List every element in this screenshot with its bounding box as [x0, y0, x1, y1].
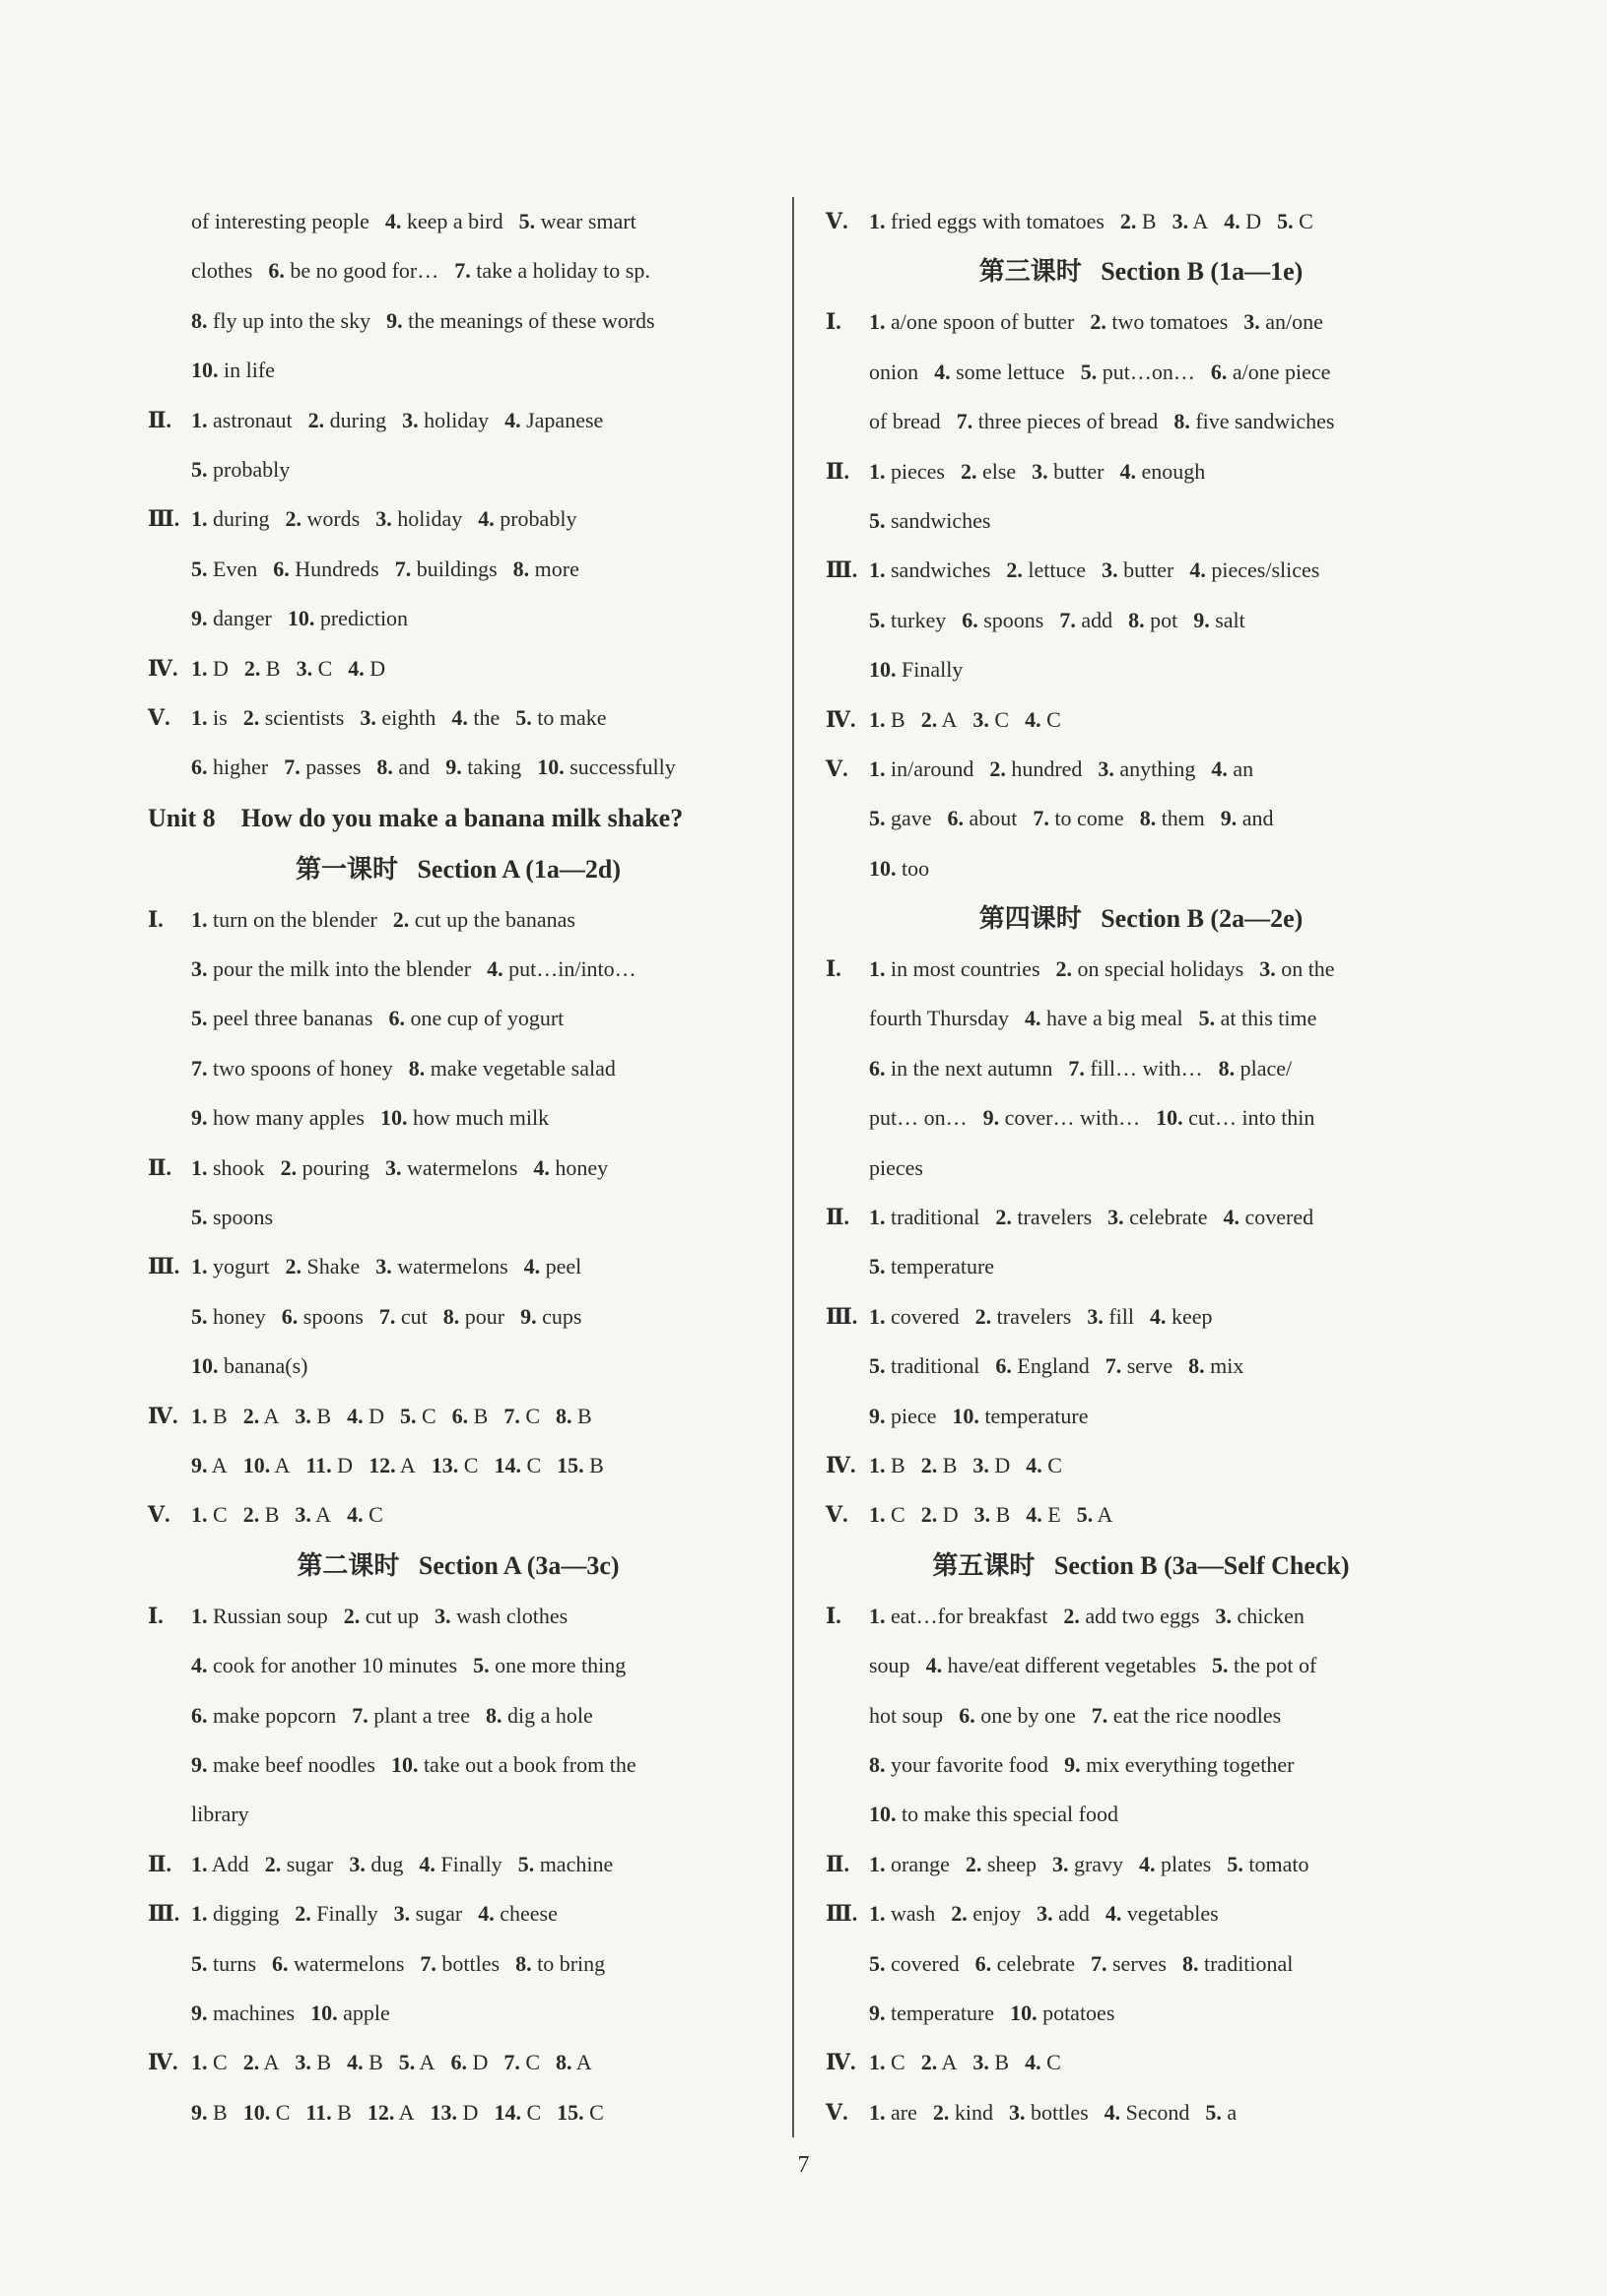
answer-text: clothes 6. be no good for… 7. take a holiday to sp. — [191, 258, 650, 284]
answer-line — [148, 1840, 769, 1889]
answer-line — [148, 346, 769, 395]
answer-text: 5. Even 6. Hundreds 7. buildings 8. more — [191, 556, 579, 581]
answer-text: 9. machines 10. apple — [191, 2000, 390, 2025]
exercise-number: Ⅴ. — [826, 1502, 848, 1528]
answer-line — [148, 494, 769, 544]
answer-text: 1. D 2. B 3. C 4. D — [191, 655, 386, 681]
answer-text: 1. a/one spoon of butter 2. two tomatoes 3. an/one — [869, 309, 1323, 335]
exercise-number: Ⅱ. — [826, 458, 850, 484]
answer-text: 5. sandwiches — [869, 507, 991, 533]
answer-line — [826, 348, 1456, 397]
answer-text: 1. Russian soup 2. cut up 3. wash clothes — [191, 1603, 569, 1628]
section-heading: 第二课时 Section A (3a—3c) — [297, 1550, 620, 1580]
answer-text: 9. how many apples 10. how much milk — [191, 1105, 550, 1131]
answer-text: 1. C 2. B 3. A 4. C — [191, 1502, 383, 1528]
exercise-number: Ⅱ. — [148, 407, 172, 432]
answer-text: 1. wash 2. enjoy 3. add 4. vegetables — [869, 1901, 1219, 1927]
answer-text: 4. cook for another 10 minutes 5. one more thing — [191, 1653, 627, 1678]
answer-text: 9. B 10. C 11. B 12. A 13. D 14. C 15. C — [191, 2099, 604, 2125]
answer-line — [148, 445, 769, 494]
answer-text: fourth Thursday 4. have a big meal 5. at this time — [869, 1006, 1317, 1031]
answer-line — [826, 2088, 1456, 2137]
exercise-number: Ⅳ. — [148, 655, 178, 681]
exercise-number: Ⅱ. — [148, 1154, 172, 1180]
answer-line — [148, 1889, 769, 1938]
answer-line — [826, 1490, 1456, 1540]
answer-line — [148, 895, 769, 945]
answer-line — [148, 2038, 769, 2087]
answer-line — [148, 945, 769, 994]
page-number: 7 — [797, 2152, 810, 2178]
answer-text: 5. probably — [191, 456, 291, 482]
answer-line — [148, 1342, 769, 1391]
answer-text: 1. C 2. D 3. B 4. E 5. A — [869, 1502, 1113, 1528]
answer-text: 5. honey 6. spoons 7. cut 8. pour 9. cups — [191, 1303, 582, 1329]
answer-text: 1. eat…for breakfast 2. add two eggs 3. chicken — [869, 1603, 1305, 1628]
answer-line — [148, 396, 769, 445]
column-divider — [792, 197, 794, 2137]
answer-line — [826, 596, 1456, 645]
answer-text: 1. B 2. A 3. C 4. C — [869, 706, 1061, 732]
unit-heading: Unit 8 How do you make a banana milk shake? — [148, 803, 684, 832]
answer-line — [148, 1989, 769, 2038]
answer-text: 10. to make this special food — [869, 1802, 1118, 1827]
answer-line — [148, 197, 769, 246]
exercise-number: Ⅲ. — [148, 1254, 180, 1279]
answer-text: 1. covered 2. travelers 3. fill 4. keep — [869, 1303, 1213, 1329]
answer-text: 10. banana(s) — [191, 1353, 308, 1379]
answer-text: 10. in life — [191, 358, 275, 383]
answer-line — [148, 1093, 769, 1143]
exercise-number: Ⅳ. — [148, 2050, 178, 2075]
answer-text: 1. B 2. B 3. D 4. C — [869, 1452, 1062, 1477]
answer-line — [148, 644, 769, 693]
answer-line — [826, 695, 1456, 745]
answer-text: 1. turn on the blender 2. cut up the bananas — [191, 906, 575, 932]
answer-text: 9. A 10. A 11. D 12. A 13. C 14. C 15. B — [191, 1452, 604, 1477]
answer-text: 5. peel three bananas 6. one cup of yogurt — [191, 1006, 565, 1031]
answer-text: 5. spoons — [191, 1205, 274, 1230]
answer-line — [826, 1840, 1456, 1889]
answer-text: 8. fly up into the sky 9. the meanings of these words — [191, 307, 655, 333]
answer-text: 7. two spoons of honey 8. make vegetable salad — [191, 1055, 616, 1081]
answer-line — [148, 1939, 769, 1989]
exercise-number: Ⅰ. — [826, 1603, 841, 1628]
answer-line — [148, 545, 769, 594]
answer-line — [148, 1691, 769, 1740]
exercise-number: Ⅰ. — [826, 309, 841, 335]
answer-text: 1. is 2. scientists 3. eighth 4. the 5. to make — [191, 704, 607, 730]
answer-text: 5. temperature — [869, 1254, 995, 1279]
answer-line — [826, 794, 1456, 843]
answer-text: 10. Finally — [869, 657, 964, 683]
answer-line — [826, 297, 1456, 347]
answer-line — [826, 1044, 1456, 1093]
exercise-number: Ⅱ. — [826, 1851, 850, 1876]
answer-text: 5. traditional 6. England 7. serve 8. mix — [869, 1353, 1244, 1379]
answer-text: 1. pieces 2. else 3. butter 4. enough — [869, 458, 1206, 484]
answer-text: of interesting people 4. keep a bird 5. wear smart — [191, 209, 636, 233]
answer-line — [148, 2088, 769, 2137]
answer-line — [826, 844, 1456, 893]
answer-text: 1. in/around 2. hundred 3. anything 4. an — [869, 755, 1254, 781]
answer-text: pieces — [869, 1154, 923, 1180]
answer-text: 9. piece 10. temperature — [869, 1403, 1089, 1428]
answer-text: 1. yogurt 2. Shake 3. watermelons 4. peel — [191, 1254, 582, 1279]
right-column — [826, 197, 1456, 2137]
answer-text: 1. Add 2. sugar 3. dug 4. Finally 5. machine — [191, 1851, 614, 1876]
answer-line — [826, 546, 1456, 595]
answer-text: soup 4. have/eat different vegetables 5. the pot of — [869, 1653, 1317, 1678]
answer-text: 1. shook 2. pouring 3. watermelons 4. honey — [191, 1154, 609, 1180]
answer-line — [148, 1144, 769, 1193]
answer-line — [826, 1441, 1456, 1490]
answer-line — [826, 496, 1456, 546]
answer-line — [148, 594, 769, 643]
section-heading: 第四课时 Section B (2a—2e) — [978, 904, 1304, 934]
exercise-number: Ⅱ. — [148, 1851, 172, 1876]
answer-line — [826, 1989, 1456, 2038]
answer-text: put… on… 9. cover… with… 10. cut… into thin — [869, 1105, 1315, 1131]
answer-text: 6. higher 7. passes 8. and 9. taking 10. successfully — [191, 754, 676, 780]
answer-text: 1. fried eggs with tomatoes 2. B 3. A 4. D 5. C — [869, 209, 1313, 233]
answer-line — [148, 1193, 769, 1242]
exercise-number: Ⅲ. — [826, 558, 858, 583]
answer-text: 1. C 2. A 3. B 4. B 5. A 6. D 7. C 8. A — [191, 2050, 592, 2075]
answer-text: 5. gave 6. about 7. to come 8. them 9. and — [869, 806, 1274, 831]
answer-text: 1. sandwiches 2. lettuce 3. butter 4. pieces/slices — [869, 558, 1320, 583]
answer-text: 10. too — [869, 855, 930, 881]
exercise-number: Ⅲ. — [826, 1303, 858, 1329]
answer-line — [826, 945, 1456, 994]
answer-text: 1. C 2. A 3. B 4. C — [869, 2050, 1061, 2075]
exercise-number: Ⅴ. — [826, 755, 848, 781]
answer-line — [826, 1093, 1456, 1143]
answer-line — [826, 1392, 1456, 1441]
answer-line — [826, 1889, 1456, 1938]
answer-line — [148, 1292, 769, 1342]
answer-line — [148, 296, 769, 346]
answer-line — [148, 743, 769, 792]
answer-text: 1. astronaut 2. during 3. holiday 4. Japanese — [191, 407, 604, 432]
exercise-number: Ⅳ. — [148, 1403, 178, 1428]
answer-text: 6. make popcorn 7. plant a tree 8. dig a hole — [191, 1702, 593, 1728]
left-column — [148, 197, 769, 2137]
answer-line — [148, 1490, 769, 1540]
section-heading: 第一课时 Section A (1a—2d) — [295, 854, 622, 884]
answer-text: 5. turkey 6. spoons 7. add 8. pot 9. salt — [869, 607, 1245, 632]
answer-line — [148, 693, 769, 743]
answer-text: 1. B 2. A 3. B 4. D 5. C 6. B 7. C 8. B — [191, 1403, 592, 1428]
answer-text: 1. digging 2. Finally 3. sugar 4. cheese — [191, 1901, 558, 1927]
exercise-number: Ⅴ. — [148, 1502, 170, 1528]
answer-text: 1. orange 2. sheep 3. gravy 4. plates 5. tomato — [869, 1851, 1309, 1876]
answer-line — [148, 1740, 769, 1790]
answer-line — [148, 1044, 769, 1093]
answer-text: library — [191, 1802, 249, 1827]
answer-line — [826, 1342, 1456, 1391]
exercise-number: Ⅲ. — [148, 506, 180, 532]
answer-line — [826, 1641, 1456, 1690]
answer-line — [826, 1740, 1456, 1790]
answer-text: 1. in most countries 2. on special holidays 3. on the — [869, 956, 1335, 982]
answer-line — [826, 1691, 1456, 1740]
exercise-number: Ⅲ. — [148, 1901, 180, 1927]
exercise-number: Ⅳ. — [826, 706, 856, 732]
answer-text: 3. pour the milk into the blender 4. put…in/into… — [191, 956, 636, 982]
answer-line — [148, 1392, 769, 1441]
exercise-number: Ⅱ. — [826, 1205, 850, 1230]
answer-line — [148, 246, 769, 295]
answer-text: 6. in the next autumn 7. fill… with… 8. place/ — [869, 1055, 1293, 1081]
answer-line — [826, 1790, 1456, 1839]
answer-line — [826, 1292, 1456, 1342]
answer-text: 9. make beef noodles 10. take out a book from the — [191, 1751, 636, 1777]
answer-text: onion 4. some lettuce 5. put…on… 6. a/one piece — [869, 359, 1331, 384]
exercise-number: Ⅴ. — [148, 704, 170, 730]
answer-text: 1. during 2. words 3. holiday 4. probably — [191, 506, 577, 532]
exercise-number: Ⅰ. — [148, 906, 164, 932]
answer-text: 1. traditional 2. travelers 3. celebrate 4. covered — [869, 1205, 1314, 1230]
answer-line — [826, 197, 1456, 246]
answer-line — [826, 645, 1456, 694]
answer-line — [826, 397, 1456, 446]
answer-text: 5. covered 6. celebrate 7. serves 8. traditional — [869, 1950, 1294, 1976]
answer-line — [148, 1790, 769, 1839]
exercise-number: Ⅴ. — [826, 2099, 848, 2125]
answer-line — [826, 2038, 1456, 2087]
answer-line — [148, 1641, 769, 1690]
answer-line — [826, 745, 1456, 794]
exercise-number: Ⅲ. — [826, 1901, 858, 1927]
exercise-number: Ⅰ. — [826, 956, 841, 982]
exercise-number: Ⅴ. — [826, 209, 848, 233]
answer-line — [826, 1193, 1456, 1242]
exercise-number: Ⅳ. — [826, 1452, 856, 1477]
answer-text: 8. your favorite food 9. mix everything together — [869, 1751, 1295, 1777]
answer-line — [826, 994, 1456, 1043]
exercise-number: Ⅳ. — [826, 2050, 856, 2075]
answer-text: 9. danger 10. prediction — [191, 606, 409, 631]
answer-line — [826, 447, 1456, 496]
answer-text: 5. turns 6. watermelons 7. bottles 8. to bring — [191, 1950, 606, 1976]
answer-text: 9. temperature 10. potatoes — [869, 2000, 1115, 2025]
section-heading: 第五课时 Section B (3a—Self Check) — [932, 1550, 1350, 1580]
answer-line — [826, 1939, 1456, 1989]
section-heading: 第三课时 Section B (1a—1e) — [978, 257, 1304, 287]
answer-line — [148, 994, 769, 1043]
answer-text: 1. are 2. kind 3. bottles 4. Second 5. a — [869, 2099, 1238, 2125]
answer-text: of bread 7. three pieces of bread 8. five sandwiches — [869, 409, 1335, 434]
answer-line — [148, 1441, 769, 1490]
answer-line — [148, 1592, 769, 1641]
answer-line — [826, 1592, 1456, 1641]
answer-line — [826, 1242, 1456, 1291]
exercise-number: Ⅰ. — [148, 1603, 164, 1628]
answer-text: hot soup 6. one by one 7. eat the rice noodles — [869, 1702, 1282, 1728]
answer-line — [826, 1144, 1456, 1193]
answer-line — [148, 1242, 769, 1291]
